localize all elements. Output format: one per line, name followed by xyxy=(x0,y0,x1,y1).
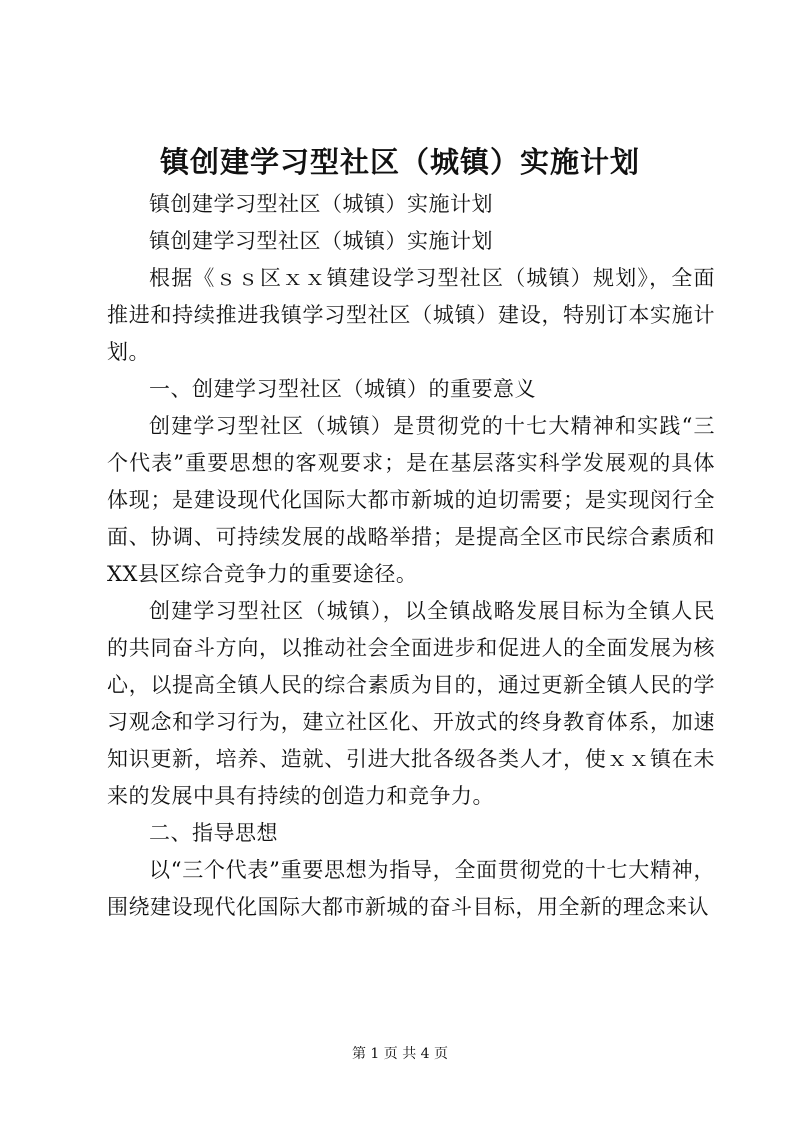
document-title: 镇创建学习型社区（城镇）实施计划 xyxy=(159,145,640,179)
paragraph-significance-1: 创建学习型社区（城镇）是贯彻党的十七大精神和实践“三个代表”重要思想的客观要求；是在基层落实科学发展观的具体体现；是建设现代化国际大都市新城的迫切需要；是实现闵行全面、协调、可持续发展的战略举措；是提高全区市民综合素质和XX县区综合竞争力的重要途径。 xyxy=(107,414,715,586)
section-heading-2: 二、指导思想 xyxy=(149,821,278,845)
document-body xyxy=(107,186,715,926)
page-footer: 第 1 页 共 4 页 xyxy=(351,1046,449,1062)
paragraph-subtitle-1: 镇创建学习型社区（城镇）实施计划 xyxy=(149,192,493,216)
paragraph-guiding-thought: 以“三个代表”重要思想为指导，全面贯彻党的十七大精神，围绕建设现代化国际大都市新城的奋斗目标，用全新的理念来认 xyxy=(107,858,715,919)
paragraph-significance-2: 创建学习型社区（城镇），以全镇战略发展目标为全镇人民的共同奋斗方向，以推动社会全面进步和促进人的全面发展为核心，以提高全镇人民的综合素质为目的，通过更新全镇人民的学习观念和学习行为，建立社区化、开放式的终身教育体系，加速知识更新，培养、造就、引进大批各级各类人才，使ｘｘ镇在未来的发展中具有持续的创造力和竞争力。 xyxy=(107,599,715,808)
section-heading-1: 一、创建学习型社区（城镇）的重要意义 xyxy=(149,377,536,401)
paragraph-intro: 根据《ｓｓ区ｘｘ镇建设学习型社区（城镇）规划》，全面推进和持续推进我镇学习型社区（城镇）建设，特别订本实施计划。 xyxy=(107,266,715,364)
paragraph-subtitle-2: 镇创建学习型社区（城镇）实施计划 xyxy=(149,229,493,253)
